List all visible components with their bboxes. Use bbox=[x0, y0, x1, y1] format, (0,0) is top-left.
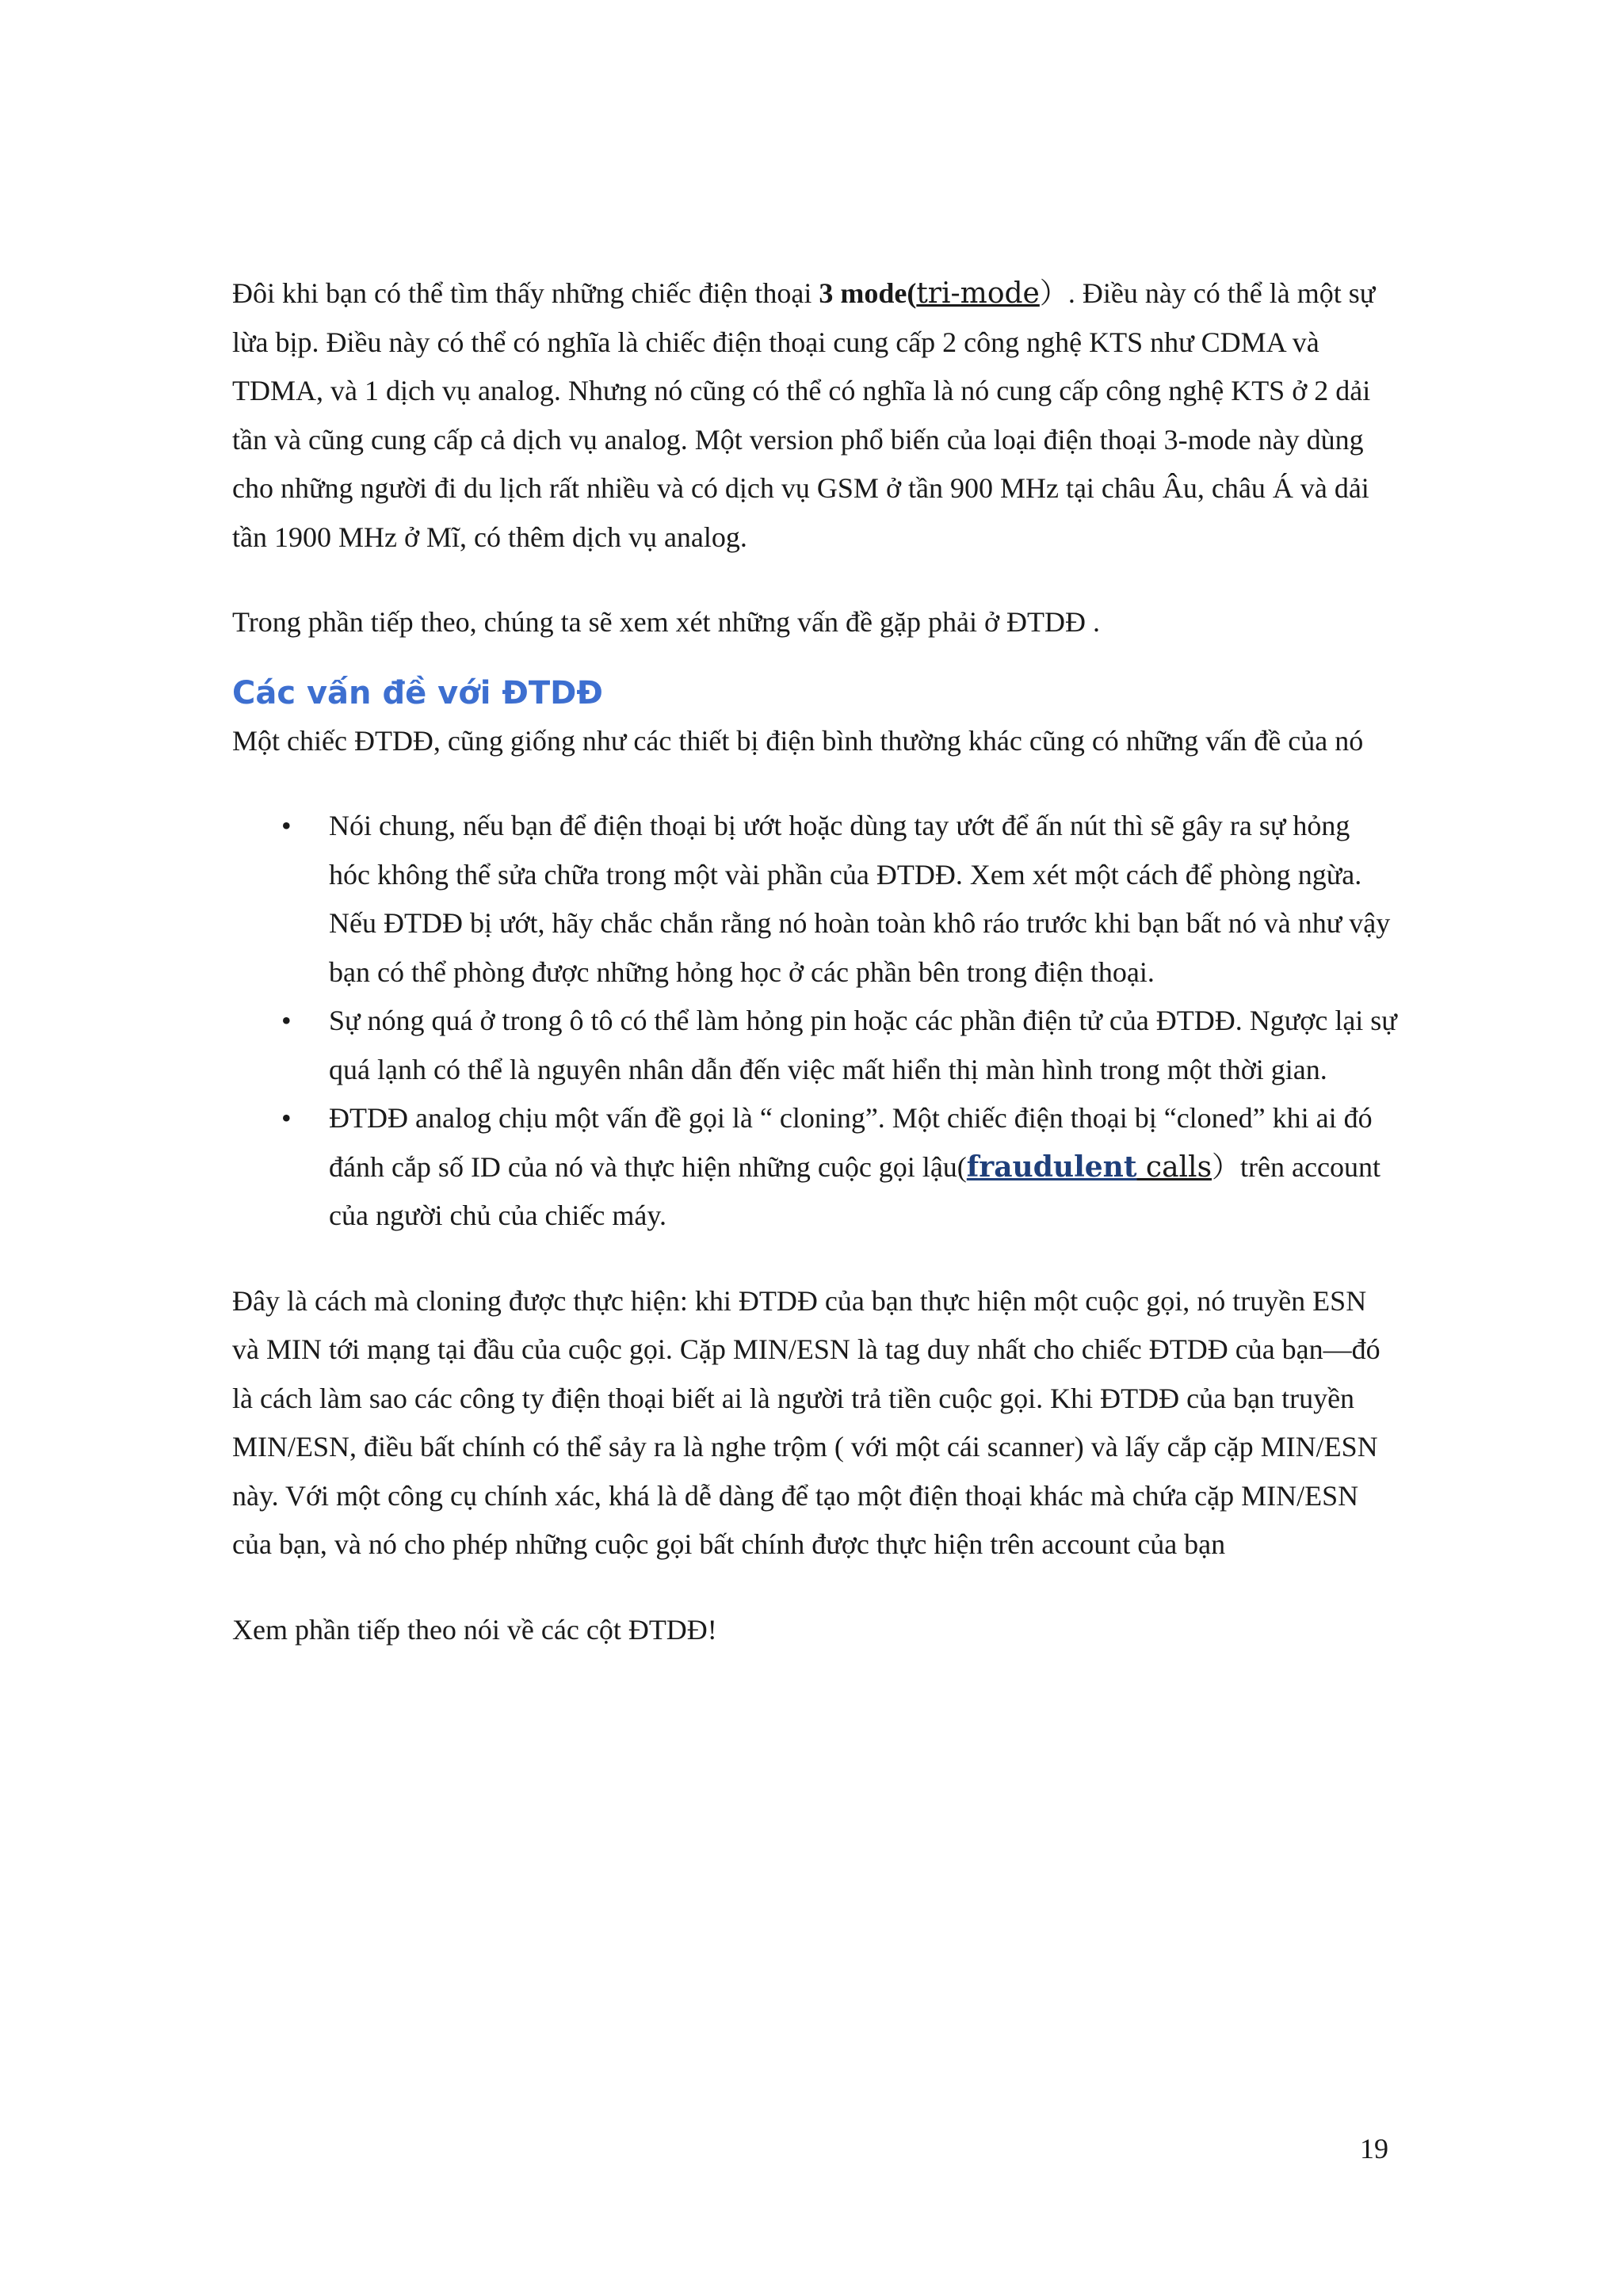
bullet-icon: • bbox=[281, 1102, 292, 1134]
list-item-text-prefix: ĐTDĐ analog chịu một vấn đề gọi là “ cloning”. Một chiếc điện thoại bị “cloned” khi ai đó đánh cắp số ID của nó và thực hiện những cuộc gọi lậu( bbox=[329, 1102, 1373, 1183]
list-item bbox=[232, 802, 1397, 997]
paragraph-text: Đôi khi bạn có thể tìm thấy những chiếc điện thoại bbox=[232, 277, 819, 309]
paragraph-next-section: Trong phần tiếp theo, chúng ta sẽ xem xét những vấn đề gặp phải ở ĐTDĐ . bbox=[232, 606, 1101, 638]
bullet-icon: • bbox=[281, 1005, 292, 1036]
list-item bbox=[232, 997, 1397, 1094]
page-content bbox=[232, 269, 1397, 1654]
tri-mode-term: tri-mode bbox=[916, 277, 1040, 310]
list-item-text-suffix: ）trên account của người chủ của chiếc máy. bbox=[329, 1150, 1381, 1231]
paragraph-tri-mode bbox=[232, 269, 1397, 562]
list-item bbox=[232, 1094, 1397, 1241]
calls-link[interactable]: calls bbox=[1136, 1150, 1212, 1184]
paragraph-intro-problems: Một chiếc ĐTDĐ, cũng giống như các thiết bị điện bình thường khác cũng có những vấn đề của nó bbox=[232, 724, 1364, 757]
list-item-text: Nói chung, nếu bạn để điện thoại bị ướt hoặc dùng tay ướt để ấn nút thì sẽ gây ra sự hỏng hóc không thể sửa chữa trong một vài phần của ĐTDĐ. Xem xét một cách để phòng ngừa. Nếu ĐTDĐ bị ướt, hãy chắc chắn rằng nó hoàn toàn khô ráo trước khi bạn bất nó và như vậy bạn có thể phòng được những hỏng học ở các phần bên trong điện thoại. bbox=[329, 810, 1391, 988]
page-number: 19 bbox=[1360, 2133, 1388, 2164]
list-item-text: Sự nóng quá ở trong ô tô có thể làm hỏng pin hoặc các phần điện tử của ĐTDĐ. Ngược lại sự quá lạnh có thể là nguyên nhân dẫn đến việc mất hiển thị màn hình trong một thời gian. bbox=[329, 1005, 1397, 1085]
paragraph-text: ）. Điều này có thể là một sự lừa bịp. Điều này có thể có nghĩa là chiếc điện thoại cung cấp 2 công nghệ KTS như CDMA và TDMA, và 1 dịch vụ analog. Nhưng nó cũng có thể có nghĩa là nó cung cấp công nghệ KTS ở 2 dải tần và cũng cung cấp cả dịch vụ analog. Một version phổ biến của loại điện thoại 3-mode này dùng cho những người đi du lịch rất nhiều và có dịch vụ GSM ở tần 900 MHz tại châu Âu, châu Á và dải tần 1900 MHz ở Mĩ, có thêm dịch vụ analog. bbox=[232, 277, 1376, 553]
bold-term: 3 mode( bbox=[819, 277, 917, 309]
paragraph-cloning-explained: Đây là cách mà cloning được thực hiện: khi ĐTDĐ của bạn thực hiện một cuộc gọi, nó truyền ESN và MIN tới mạng tại đầu của cuộc gọi. Cặp MIN/ESN là tag duy nhất cho chiếc ĐTDĐ của bạn—đó là cách làm sao các công ty điện thoại biết ai là người trả tiền cuộc gọi. Khi ĐTDĐ của bạn truyền MIN/ESN, điều bất chính có thể sảy ra là nghe trộm ( với một cái scanner) và lấy cắp cặp MIN/ESN này. Với một công cụ chính xác, khá là dễ dàng để tạo một điện thoại khác mà chứa cặp MIN/ESN của bạn, và nó cho phép những cuộc gọi bất chính được thực hiện trên account của bạn bbox=[232, 1284, 1381, 1560]
bullet-icon: • bbox=[281, 810, 292, 841]
paragraph-see-next: Xem phần tiếp theo nói về các cột ĐTDĐ! bbox=[232, 1613, 717, 1646]
problems-list bbox=[232, 802, 1397, 1241]
list-item-text bbox=[329, 1102, 1381, 1231]
fraudulent-link[interactable]: fraudulent bbox=[966, 1150, 1137, 1184]
section-heading: Các vấn đề với ĐTDĐ bbox=[232, 674, 603, 711]
